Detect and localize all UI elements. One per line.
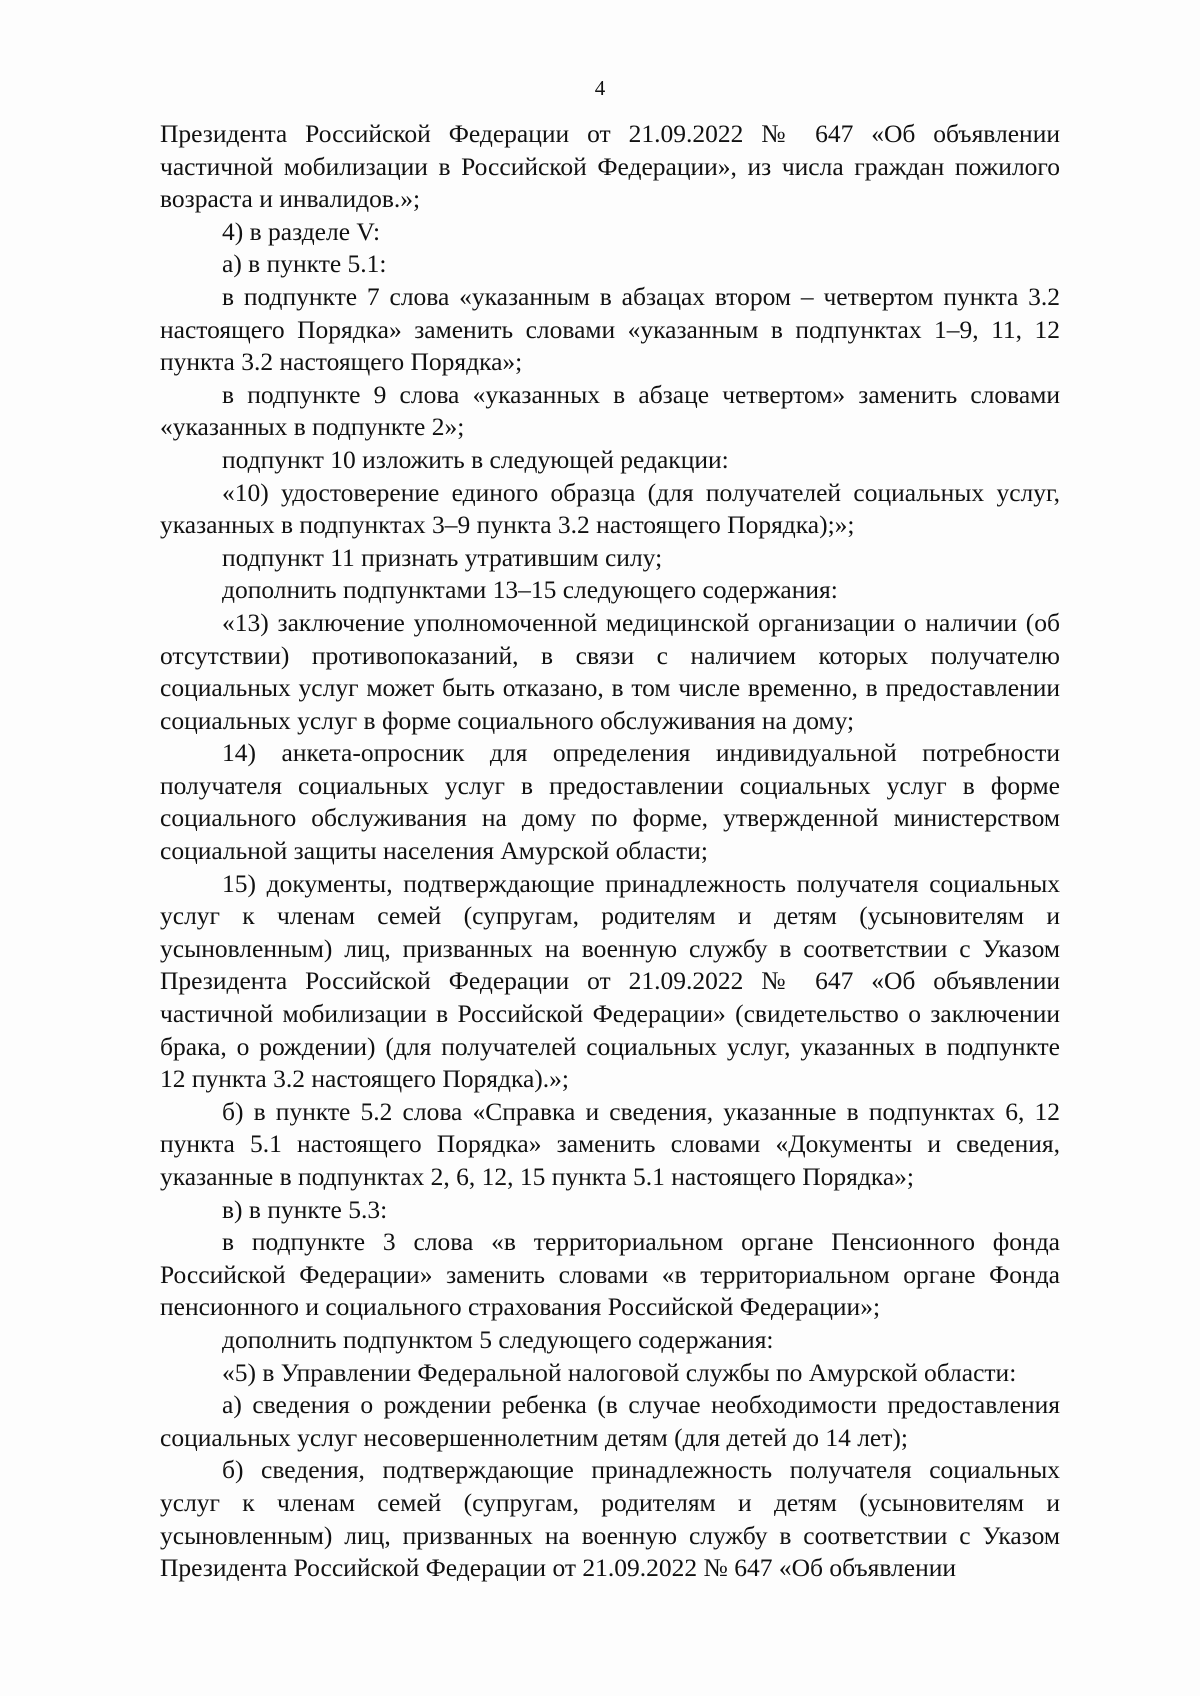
- paragraph: 15) документы, подтверждающие принадлежность получателя социальных услуг к членам семей (супругам, родителям и детям (усыновителям и усыновленным) лиц, призванных на военную службу в соответствии с Указом Президента Российской Федерации от 21.09.2022 № 647 «Об объявлении частичной мобилизации в Российской Федерации» (свидетельство о заключении брака, о рождении) (для получателей социальных услуг, указанных в подпункте 12 пункта 3.2 настоящего Порядка).»;: [160, 868, 1060, 1094]
- document-body: [160, 118, 1060, 1585]
- paragraph: «10) удостоверение единого образца (для получателей социальных услуг, указанных в подпунктах 3–9 пункта 3.2 настоящего Порядка);»;: [160, 477, 1060, 540]
- paragraph: а) в пункте 5.1:: [222, 249, 387, 279]
- page-number: 4: [594, 76, 606, 100]
- paragraph: дополнить подпунктами 13–15 следующего содержания:: [222, 575, 838, 605]
- paragraph: в подпункте 3 слова «в территориальном органе Пенсионного фонда Российской Федерации» заменить словами «в территориальном органе Фонда пенсионного и социального страхования Российской Федерации»;: [160, 1227, 1060, 1322]
- paragraph: в) в пункте 5.3:: [222, 1194, 388, 1224]
- paragraph: подпункт 11 признать утратившим силу;: [222, 542, 663, 572]
- paragraph: в подпункте 7 слова «указанным в абзацах втором – четвертом пункта 3.2 настоящего Порядка» заменить словами «указанным в подпунктах 1–9, 11, 12 пункта 3.2 настоящего Порядка»;: [160, 281, 1060, 377]
- paragraph: 14) анкета-опросник для определения индивидуальной потребности получателя социальных услуг в предоставлении социальных услуг в форме социального обслуживания на дому по форме, утвержденной министерством социальной защиты населения Амурской области;: [160, 738, 1060, 866]
- paragraph: «13) заключение уполномоченной медицинской организации о наличии (об отсутствии) противопоказаний, в связи с наличием которых получателю социальных услуг может быть отказано, в том числе временно, в предоставлении социальных услуг в форме социального обслуживания на дому;: [160, 607, 1060, 735]
- paragraph: а) сведения о рождении ребенка (в случае необходимости предоставления социальных услуг несовершеннолетним детям (для детей до 14 лет);: [160, 1390, 1060, 1452]
- paragraph: дополнить подпунктом 5 следующего содержания:: [222, 1324, 774, 1354]
- paragraph: б) сведения, подтверждающие принадлежность получателя социальных услуг к членам семей (супругам, родителям и детям (усыновителям и усыновленным) лиц, призванных на военную службу в соответствии с Указом Президента Российской Федерации от 21.09.2022 № 647 «Об объявлении: [160, 1455, 1060, 1583]
- paragraph: 4) в разделе V:: [222, 216, 381, 246]
- paragraph: Президента Российской Федерации от 21.09.2022 № 647 «Об объявлении частичной мобилизации в Российской Федерации», из числа граждан пожилого возраста и инвалидов.»;: [160, 119, 1060, 214]
- paragraph: подпункт 10 изложить в следующей редакции:: [222, 444, 729, 474]
- paragraph: «5) в Управлении Федеральной налоговой службы по Амурской области:: [222, 1357, 1017, 1387]
- paragraph: в подпункте 9 слова «указанных в абзаце четвертом» заменить словами «указанных в подпункте 2»;: [160, 379, 1060, 442]
- paragraph: б) в пункте 5.2 слова «Справка и сведения, указанные в подпунктах 6, 12 пункта 5.1 настоящего Порядка» заменить словами «Документы и сведения, указанные в подпунктах 2, 6, 12, 15 пункта 5.1 настоящего Порядка»;: [160, 1096, 1060, 1191]
